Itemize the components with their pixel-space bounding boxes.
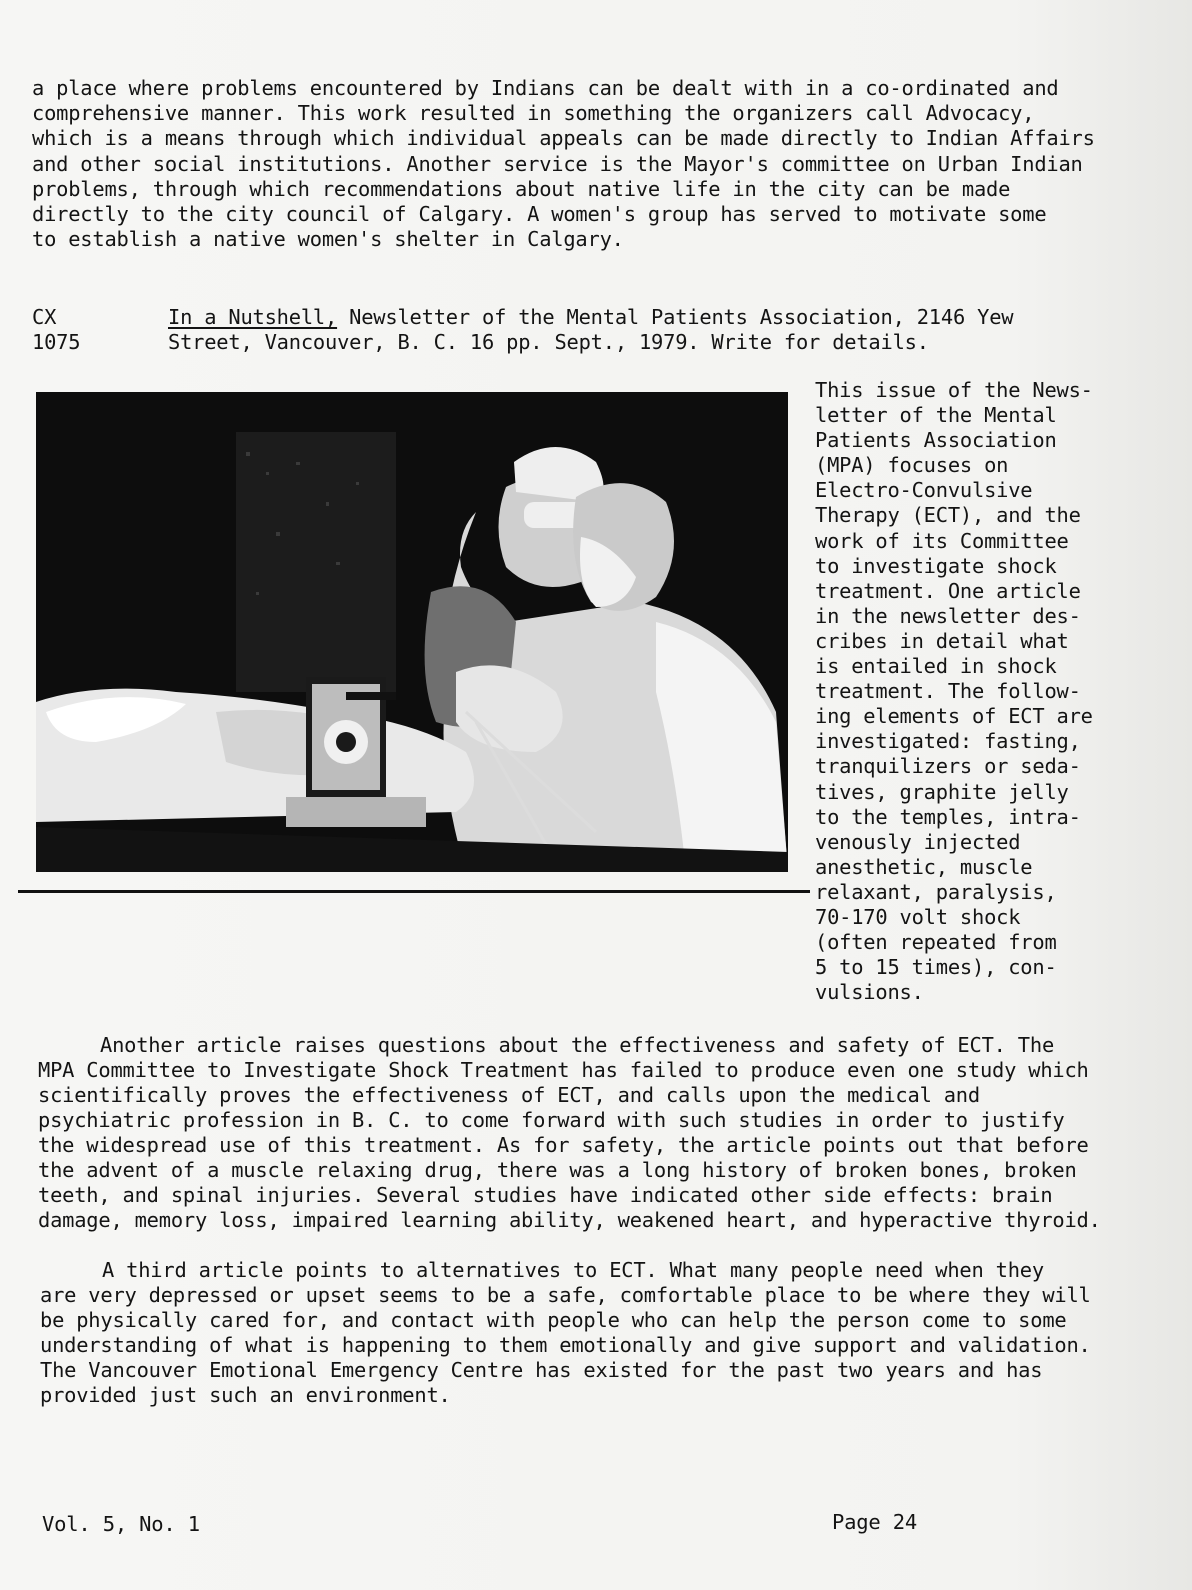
citation-line: Street, Vancouver, B. C. 16 pp. Sept., 1979. Write for details. bbox=[168, 330, 929, 355]
text-line: to establish a native women's shelter in Calgary. bbox=[32, 227, 624, 252]
text-line: This issue of the News- bbox=[815, 378, 1093, 402]
citation-line bbox=[168, 305, 1013, 330]
text-line: 5 to 15 times), con- bbox=[815, 955, 1057, 980]
text-line: the widespread use of this treatment. As for safety, the article points out that before bbox=[38, 1133, 1089, 1157]
text-line: treatment. The follow- bbox=[815, 679, 1081, 704]
text-line: Another article raises questions about the effectiveness and safety of ECT. The bbox=[100, 1033, 1055, 1057]
text-line: are very depressed or upset seems to be a safe, comfortable place to be where they will bbox=[40, 1283, 1091, 1307]
text-line: the advent of a muscle relaxing drug, there was a long history of broken bones, broken bbox=[38, 1158, 1077, 1182]
paragraph-alternatives bbox=[40, 1258, 1091, 1408]
text-line: directly to the city council of Calgary. A women's group has served to motivate some bbox=[32, 202, 1047, 227]
text-line: 70-170 volt shock bbox=[815, 904, 1021, 929]
text-line: psychiatric profession in B. C. to come forward with such studies in order to justify bbox=[38, 1108, 1065, 1132]
footer-page-number: Page 24 bbox=[832, 1510, 917, 1534]
text-line: relaxant, paralysis, bbox=[815, 879, 1057, 904]
text-line: letter of the Mental bbox=[815, 403, 1057, 428]
entry-code bbox=[32, 305, 80, 355]
text-line: provided just such an environment. bbox=[40, 1383, 451, 1407]
photo-illustration bbox=[36, 392, 788, 872]
text-line: The Vancouver Emotional Emergency Centre has existed for the past two years and has bbox=[40, 1358, 1043, 1382]
text-line: to the temples, intra- bbox=[815, 804, 1081, 829]
text-line: understanding of what is happening to them emotionally and give support and validation. bbox=[40, 1333, 1091, 1357]
text-line: damage, memory loss, impaired learning ability, weakened heart, and hyperactive thyroid. bbox=[38, 1208, 1101, 1232]
text-line: and other social institutions. Another service is the Mayor's committee on Urban Indian bbox=[32, 151, 1083, 176]
text-line: Patients Association bbox=[815, 428, 1057, 453]
text-line: teeth, and spinal injuries. Several studies have indicated other side effects: brain bbox=[38, 1183, 1053, 1207]
text-line: work of its Committee bbox=[815, 528, 1069, 553]
paragraph-safety bbox=[38, 1033, 1101, 1233]
text-line: ing elements of ECT are bbox=[815, 704, 1093, 729]
intro-paragraph bbox=[32, 76, 1095, 252]
text-line: venously injected bbox=[815, 829, 1021, 854]
text-line: (often repeated from bbox=[815, 930, 1057, 955]
text-line: Electro-Convulsive bbox=[815, 478, 1033, 503]
text-line: Therapy (ECT), and the bbox=[815, 503, 1081, 528]
text-line: tives, graphite jelly bbox=[815, 779, 1069, 804]
text-line: in the newsletter des- bbox=[815, 603, 1081, 628]
text-line: a place where problems encountered by Indians can be dealt with in a co-ordinated and bbox=[32, 76, 1059, 100]
text-line: A third article points to alternatives to ECT. What many people need when they bbox=[102, 1258, 1044, 1282]
ect-treatment-photo bbox=[36, 392, 788, 872]
entry-code-number: 1075 bbox=[32, 330, 81, 355]
text-line: problems, through which recommendations about native life in the city can be made bbox=[32, 176, 1011, 201]
entry-citation bbox=[168, 305, 1013, 355]
text-line: to investigate shock bbox=[815, 553, 1057, 578]
text-line: MPA Committee to Investigate Shock Treatment has failed to produce even one study which bbox=[38, 1058, 1089, 1082]
text-line: investigated: fasting, bbox=[815, 729, 1081, 754]
citation-text: Newsletter of the Mental Patients Association, 2146 Yew bbox=[337, 305, 1014, 329]
text-line: tranquilizers or seda- bbox=[815, 754, 1081, 779]
text-line: (MPA) focuses on bbox=[815, 453, 1009, 478]
publication-title: In a Nutshell, bbox=[168, 305, 338, 329]
text-line: comprehensive manner. This work resulted in something the organizers call Advocacy, bbox=[32, 101, 1035, 126]
horizontal-rule bbox=[18, 890, 810, 893]
entry-code-prefix: CX bbox=[32, 305, 57, 329]
footer-volume: Vol. 5, No. 1 bbox=[42, 1512, 200, 1536]
text-line: anesthetic, muscle bbox=[815, 854, 1033, 879]
text-line: which is a means through which individual appeals can be made directly to Indian Affairs bbox=[32, 126, 1095, 151]
text-line: cribes in detail what bbox=[815, 628, 1069, 653]
text-line: scientifically proves the effectiveness of ECT, and calls upon the medical and bbox=[38, 1083, 980, 1107]
text-line: is entailed in shock bbox=[815, 654, 1057, 679]
text-line: treatment. One article bbox=[815, 578, 1081, 603]
side-column bbox=[815, 378, 1093, 1005]
text-line: vulsions. bbox=[815, 980, 924, 1005]
text-line: be physically cared for, and contact with people who can help the person come to some bbox=[40, 1308, 1067, 1332]
